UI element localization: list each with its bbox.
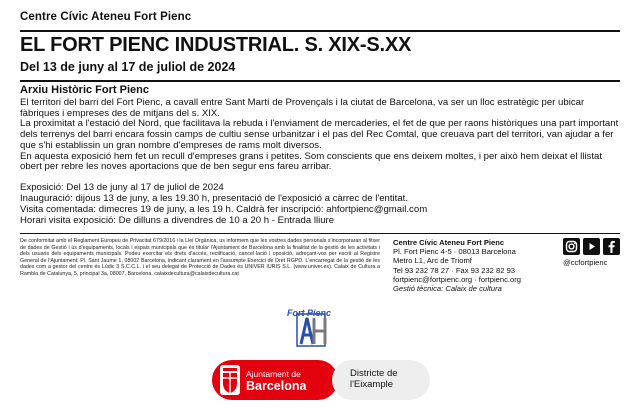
opening-line: Inauguració: dijous 13 de juny, a les 19.30 h, presentació de l'exposició a càrrec de l'entitat. bbox=[20, 192, 409, 204]
social-block bbox=[563, 238, 623, 267]
youtube-icon[interactable] bbox=[583, 238, 600, 255]
exhibition-dates: Del 13 de juny al 17 de juliol de 2024 bbox=[20, 60, 236, 74]
facebook-icon[interactable] bbox=[603, 238, 620, 255]
top-divider bbox=[20, 30, 620, 32]
instagram-icon[interactable] bbox=[563, 238, 580, 255]
contact-phone: Tel 93 232 78 27 · Fax 93 232 82 93 bbox=[393, 265, 516, 275]
description-paragraph: En aquesta exposició hem fet un recull d'empreses grans i petites. Som conscients que ens deixem moltes, i per això hem deixat el llistat obert per rebre les noves aportacions que de ben segur ens fareu arribar. bbox=[20, 150, 603, 173]
barcelona-label: Barcelona bbox=[246, 379, 307, 393]
hours-line: Horari visita exposició: De dilluns a divendres de 10 a 20 h - Entrada lliure bbox=[20, 214, 335, 226]
organization-name: Centre Cívic Ateneu Fort Pienc bbox=[20, 11, 192, 23]
contact-address: Pl. Fort Pienc 4-5 · 08013 Barcelona bbox=[393, 247, 516, 257]
description-paragraph: La proximitat a l'estació del Nord, que facilitava la rebuda i l'enviament de mercaderies, el fet de que per raons històriques una part important dels terrenys del barri encara fossin camps de cultiu sense urbanitzar i el pas del Rec Comtal, que creuava part del territori, van ajudar a fer que s'hi establissin un gran nombre d'empreses de rams molt diversos. bbox=[20, 118, 619, 151]
contact-web: fortpienc@fortpienc.org · fortpienc.org bbox=[393, 274, 522, 284]
description bbox=[20, 98, 620, 173]
barcelona-shield-icon bbox=[220, 365, 240, 395]
section-subtitle: Arxiu Històric Fort Pienc bbox=[20, 84, 149, 96]
ajuntament-label: Ajuntament de bbox=[246, 369, 301, 379]
header-divider bbox=[20, 80, 620, 82]
contact-management: Gestió tècnica: Calaix de cultura bbox=[393, 284, 502, 294]
contact-name: Centre Cívic Ateneu Fort Pienc bbox=[393, 238, 505, 247]
ajuntament-barcelona-logo bbox=[212, 360, 338, 400]
exhibition-line: Exposició: Del 13 de juny al 17 de juliol de 2024 bbox=[20, 182, 224, 193]
fort-pienc-logo-text: Fort Pienc bbox=[287, 308, 332, 318]
contact-metro: Metro L1, Arc de Triomf bbox=[393, 256, 472, 266]
privacy-notice: De conformitat amb el Reglament Europeu de Privacitat 679/2016 i la Llei Orgànica, us informem que les vostres dades personals s'incorporaran al fitxer de dades de Gestió i ús d'equipaments, locals i espais municipals que és titular l'Ajuntament de Barcelona amb la finalitat de la gestió de les activitats i dels usuaris dels equipaments municipals. Podeu exercitar els drets d'accés, rectificació, cancel·lació i oposició, adreçant-vos per escrit al Registre General de l'Ajuntament: Pl. Sant Jaume 1, 08002 Barcelona, indicant clarament en l'assumpte Exercici de Dret RGPD. L'encarregat de la gestió de les dades com a gestor del centre és Lúdic 3 S.C.C.L. i el seu delegat de Protecció de Dades és UNIVER IURIS S.L. (www.univer.es). Calaix de Cultura a Rambla de Catalunya, 5, principal 3a, 08007, Barcelona. calaixdecultura@calaixdecultura.cat bbox=[20, 238, 380, 277]
district-label: Districte de bbox=[350, 368, 398, 379]
footer-divider bbox=[20, 233, 620, 234]
contact-block bbox=[393, 238, 521, 293]
guided-visit-line: Visita comentada: dimecres 19 de juny, a les 19 h. Caldrà fer inscripció: ahfortpienc@gmail.com bbox=[20, 203, 428, 215]
event-info bbox=[20, 183, 620, 227]
district-logo bbox=[332, 360, 430, 400]
social-handle[interactable]: @ccfortpienc bbox=[563, 258, 608, 267]
fort-pienc-logo bbox=[283, 304, 343, 348]
description-paragraph: El territori del barri del Fort Pienc, a cavall entre Sant Martí de Provençals i la ciutat de Barcelona, va ser un lloc estratègic per ubicar fàbriques i empreses des de mitjans del s. XIX. bbox=[20, 97, 585, 119]
exhibition-title: EL FORT PIENC INDUSTRIAL. S. XIX-S.XX bbox=[20, 34, 412, 56]
district-name: l'Eixample bbox=[350, 379, 393, 390]
